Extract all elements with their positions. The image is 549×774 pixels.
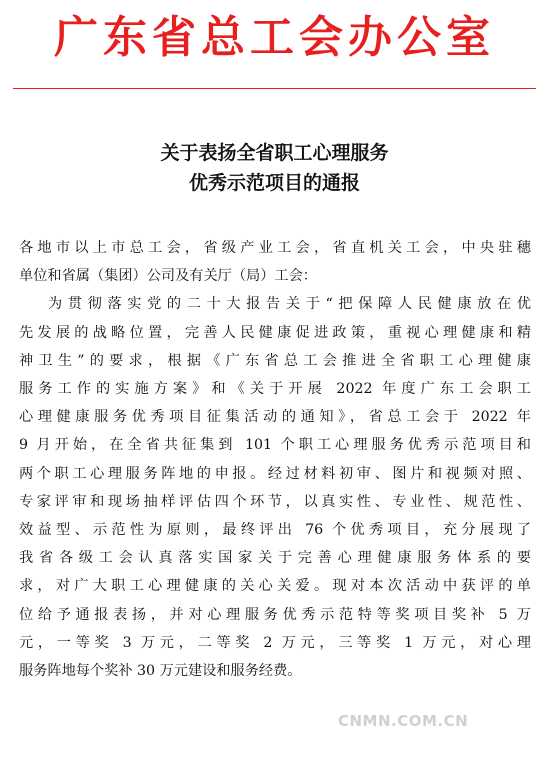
body-line-15: 元，一等奖 3 万元，二等奖 2 万元，三等奖 1 万元，对心理: [19, 634, 531, 651]
body-line-14: 位给予通报表扬，并对心理服务优秀示范特等奖项目奖补 5 万: [19, 606, 531, 623]
document-body: [19, 234, 531, 685]
body-line-1: 各地市以上市总工会，省级产业工会，省直机关工会，中央驻穗: [19, 240, 531, 256]
body-line-8: 9 月开始，在全省共征集到 101 个职工心理服务优秀示范项目和: [19, 437, 531, 454]
document-title-line-1: 关于表扬全省职工心理服务: [160, 142, 389, 164]
body-line-11: 效益型、示范性为原则，最终评出 76 个优秀项目，充分展现了: [19, 522, 531, 539]
body-line-2: 单位和省属（集团）公司及有关厅（局）工会：: [19, 268, 317, 285]
body-line-9: 两个职工心理服务阵地的申报。经过材料初审、图片和视频对照、: [19, 465, 531, 482]
document-title-line-2: 优秀示范项目的通报: [188, 172, 360, 194]
site-watermark: CNMN.COM.CN: [338, 712, 469, 730]
body-line-4: 先发展的战略位置，完善人民健康促进政策，重视心理健康和精: [19, 324, 531, 341]
letterhead-divider: [13, 88, 536, 89]
body-line-6: 服务工作的实施方案》和《关于开展 2022 年度广东工会职工: [19, 381, 531, 398]
body-line-13: 求，对广大职工心理健康的关心关爱。现对本次活动中获评的单: [19, 578, 531, 595]
body-line-12: 我省各级工会认真落实国家关于完善心理健康服务体系的要: [19, 550, 531, 567]
body-line-5: 神卫生”的要求，根据《广东省总工会推进全省职工心理健康: [19, 352, 531, 369]
body-line-3: 为贯彻落实党的二十大报告关于“把保障人民健康放在优: [48, 296, 531, 313]
document-title: [0, 138, 549, 198]
body-line-7: 心理健康服务优秀项目征集活动的通知》，省总工会于 2022 年: [19, 409, 531, 426]
body-line-10: 专家评审和现场抽样评估四个环节，以真实性、专业性、规范性、: [19, 493, 531, 510]
body-line-16: 服务阵地每个奖补 30 万元建设和服务经费。: [19, 663, 302, 680]
letterhead-title: 广东省总工会办公室: [54, 12, 495, 63]
